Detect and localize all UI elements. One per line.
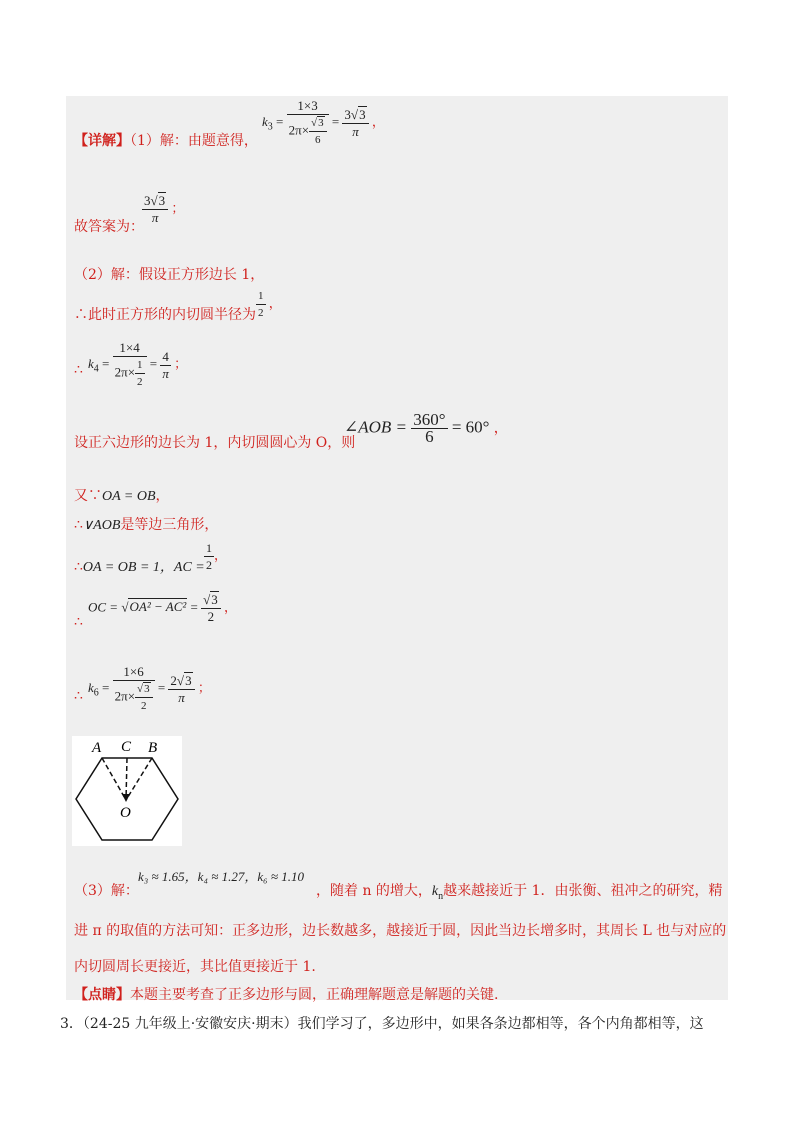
arrow-head (122, 794, 130, 802)
hexagon-line: 设正六边形的边长为 1，内切圆圆心为 O，则 (74, 435, 356, 451)
equilateral-line: ∴∨AOB是等边三角形， (74, 517, 219, 533)
label-o: O (120, 805, 131, 821)
oa-line: ∴OA = OB = 1，AC = (74, 559, 205, 575)
k3-equation: $k_3$ = 1×3 2π× $\frac{√3}{6}$ = $\frac{3√3}{\pi}$ ， (262, 98, 385, 146)
k3-lhs: $k_3$ = (262, 113, 284, 133)
answer-line (74, 216, 144, 236)
label-c: C (121, 739, 132, 755)
approx-values: k₃ ≈ 1.65，k₄ ≈ 1.27，k₆ ≈ 1.10 (138, 869, 305, 884)
also-line: 又∵OA = OB， (74, 488, 170, 504)
k3-fraction: 1×3 2π× $\frac{√3}{6}$ (287, 98, 329, 148)
segment-oa (102, 758, 126, 800)
angle-equation: ∠AOB = $\frac{360^\circ}{6}$ = 60° ， (344, 410, 508, 446)
k4-equation: $k_4$ = 1×4 2π× $\frac{1}{2}$ = $\frac{4}{\pi}$ ； (88, 340, 188, 388)
oc-therefore: ∴ (74, 614, 83, 630)
oc-equation: OC = √OA² − AC² = $\frac{√3}{2}$ ， (88, 592, 238, 624)
comment-heading: 【点睛】 (74, 987, 130, 1003)
radius-fraction: $\frac{1}{2}$ ， (258, 290, 282, 319)
question-3: 3．（24-25 九年级上·安徽安庆·期末）我们学习了，多边形中，如果各条边都相等，各个内角都相等，这 (60, 1016, 704, 1032)
comment-line (74, 984, 498, 1004)
k3-result: $\frac{3√3}{\pi}$ (342, 107, 368, 140)
segment-ob (126, 758, 152, 800)
part1-intro-line (74, 130, 258, 150)
k4-therefore: ∴ (74, 362, 83, 378)
answer-value: $\frac{3√3}{\pi}$ ； (144, 193, 185, 225)
k6-therefore: ∴ (74, 688, 83, 704)
part3-line1-rest: ，随着 n 的增大，$k_n$越来越接近于 1．由张衡、祖冲之的研究，精 (316, 883, 723, 902)
comment-text: 本题主要考查了正多边形与圆，正确理解题意是解题的关键. (130, 987, 499, 1003)
part3-line3: 内切圆周长更接近，其比值更接近于 1. (74, 959, 316, 975)
answer-label: 故答案为： (74, 219, 144, 235)
hexagon-figure (72, 736, 182, 846)
part3-line2: 进 π 的取值的方法可知：正多边形，边长数越多，越接近于圆，因此当边长增多时，其周长 L 也与对应的 (74, 923, 727, 939)
solution-panel (66, 96, 728, 1000)
segment-oc (126, 758, 127, 800)
ac-fraction: $\frac{1}{2}$ ， (206, 541, 228, 572)
label-b: B (148, 740, 158, 756)
detail-heading: 【详解】 (74, 133, 130, 149)
part2-line2: ∴此时正方形的内切圆半径为 (74, 307, 256, 323)
hexagon-diagram (72, 736, 182, 846)
part3-line1: （3）解： (74, 883, 139, 899)
k6-equation: $k_6$ = 1×6 2π× $\frac{√3}{2}$ = $\frac{2√3}{\pi}$ ； (88, 664, 211, 712)
label-a: A (92, 740, 102, 756)
part2-line1: （2）解：假设正方形边长 1， (74, 267, 265, 283)
part1-intro: （1）解：由题意得， (130, 133, 258, 149)
